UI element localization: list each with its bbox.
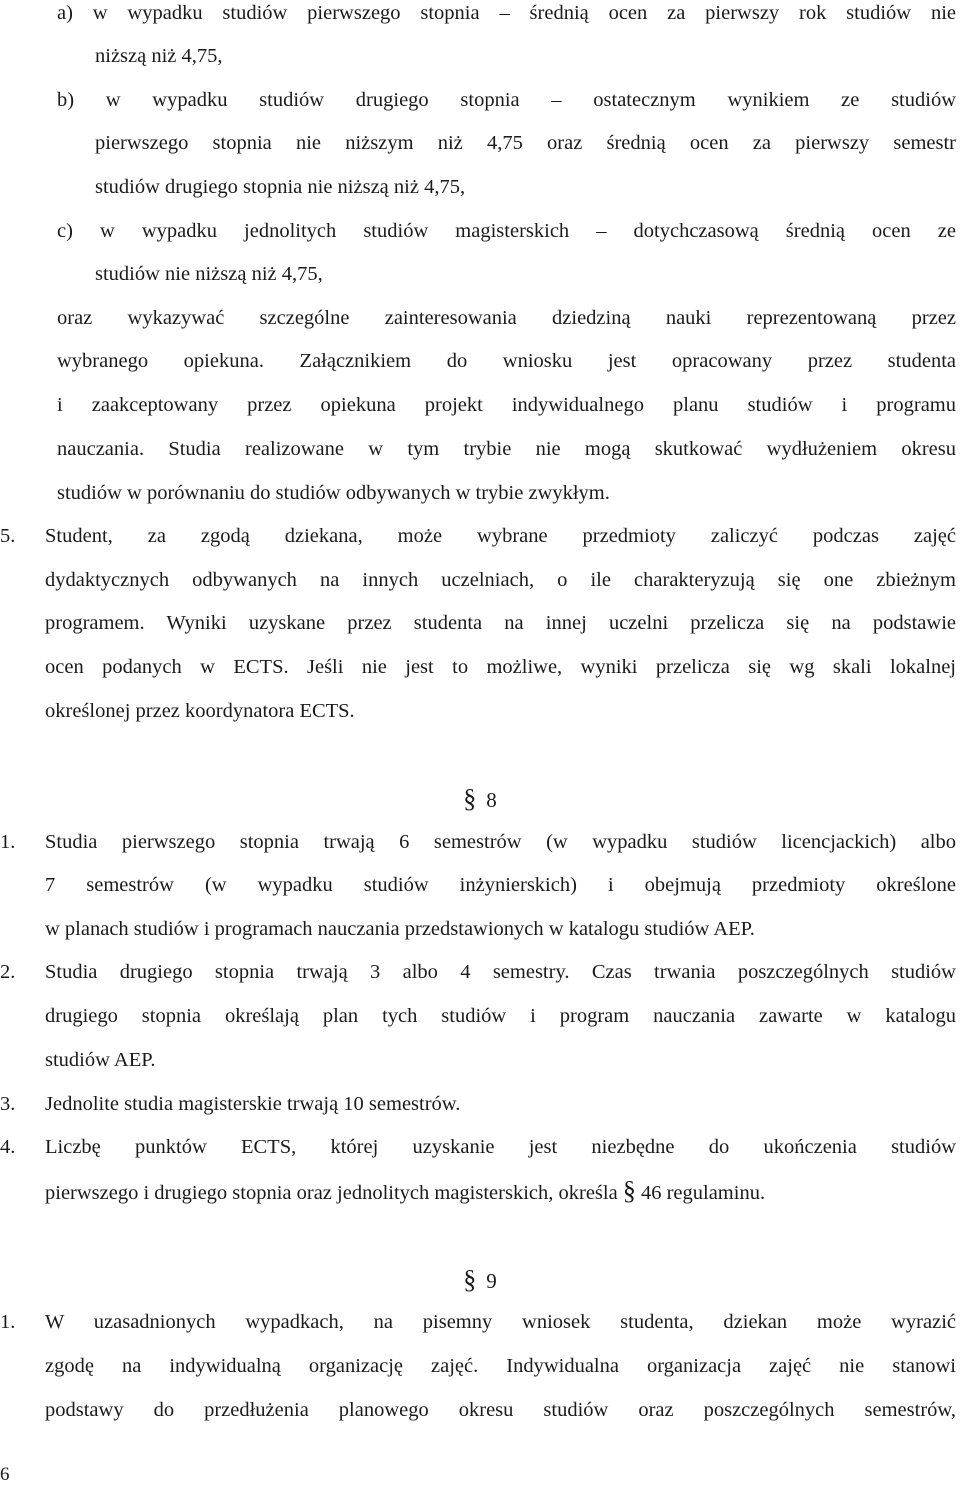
s8-item-2-line-1: Studia drugiego stopnia trwają 3 albo 4 semestry. Czas trwania poszczególnych studiów (45, 961, 956, 983)
continuation-line-5: studiów w porównaniu do studiów odbywanych w trybie zwykłym. (57, 482, 610, 504)
section-number: 9 (486, 1269, 497, 1293)
s8-item-4-number: 4. (0, 1136, 16, 1158)
s8-item-4-line-2-text: pierwszego i drugiego stopnia oraz jednolitych magisterskich, określa (45, 1182, 623, 1204)
section-number: 8 (486, 788, 497, 812)
item-a-line-2: niższą niż 4,75, (95, 45, 223, 67)
s8-item-3-number: 3. (0, 1093, 16, 1115)
item-5-number: 5. (0, 525, 16, 547)
item-a-line-1: a) w wypadku studiów pierwszego stopnia – średnią ocen za pierwszy rok studiów nie (57, 2, 956, 24)
section-symbol: § (463, 1265, 477, 1294)
s9-item-1-line-1: W uzasadnionych wypadkach, na pisemny wniosek studenta, dziekan może wyrazić (45, 1311, 956, 1333)
s9-item-1-line-3: podstawy do przedłużenia planowego okresu studiów oraz poszczególnych semestrów, (45, 1399, 956, 1421)
section-9-heading (0, 1265, 960, 1296)
s8-item-1-line-2: 7 semestrów (w wypadku studiów inżynierskich) i obejmują przedmioty określone (45, 874, 956, 896)
section-8-heading (0, 784, 960, 815)
s8-item-1-line-3: w planach studiów i programach nauczania przedstawionych w katalogu studiów AEP. (45, 918, 755, 940)
item-5-line-2: dydaktycznych odbywanych na innych uczelniach, o ile charakteryzują się one zbieżnym (45, 569, 956, 591)
s8-item-2-number: 2. (0, 961, 16, 983)
s9-item-1-number: 1. (0, 1311, 16, 1333)
s9-item-1-line-2: zgodę na indywidualną organizację zajęć. Indywidualna organizacja zajęć nie stanowi (45, 1355, 956, 1377)
item-b-line-3: studiów drugiego stopnia nie niższą niż 4,75, (95, 176, 466, 198)
continuation-line-2: wybranego opiekuna. Załącznikiem do wniosku jest opracowany przez studenta (57, 350, 956, 372)
item-b-line-2: pierwszego stopnia nie niższym niż 4,75 oraz średnią ocen za pierwszy semestr (95, 132, 956, 154)
item-c-line-2: studiów nie niższą niż 4,75, (95, 263, 323, 285)
item-c-line-1: c) w wypadku jednolitych studiów magisterskich – dotychczasową średnią ocen ze (57, 220, 956, 242)
item-5-line-3: programem. Wyniki uzyskane przez studenta na innej uczelni przelicza się na podstawie (45, 612, 956, 634)
continuation-line-3: i zaakceptowany przez opiekuna projekt indywidualnego planu studiów i programu (57, 394, 956, 416)
continuation-line-4: nauczania. Studia realizowane w tym trybie nie mogą skutkować wydłużeniem okresu (57, 438, 956, 460)
s8-item-1-number: 1. (0, 831, 16, 853)
item-5-line-4: ocen podanych w ECTS. Jeśli nie jest to możliwe, wyniki przelicza się wg skali lokalnej (45, 656, 956, 678)
s8-item-4-line-2-end: 46 regulaminu. (635, 1182, 766, 1204)
paragraph-symbol: § (622, 1176, 636, 1205)
s8-item-2-line-2: drugiego stopnia określają plan tych studiów i program nauczania zawarte w katalogu (45, 1005, 956, 1027)
s8-item-4-line-2 (45, 1178, 765, 1206)
s8-item-4-line-1: Liczbę punktów ECTS, której uzyskanie jest niezbędne do ukończenia studiów (45, 1136, 956, 1158)
page-number: 6 (0, 1464, 10, 1485)
continuation-line-1: oraz wykazywać szczególne zainteresowania dziedziną nauki reprezentowaną przez (57, 307, 956, 329)
item-b-line-1: b) w wypadku studiów drugiego stopnia – ostatecznym wynikiem ze studiów (57, 89, 956, 111)
s8-item-2-line-3: studiów AEP. (45, 1049, 156, 1071)
s8-item-3-line-1: Jednolite studia magisterskie trwają 10 semestrów. (45, 1093, 461, 1115)
section-symbol: § (463, 784, 477, 813)
s8-item-1-line-1: Studia pierwszego stopnia trwają 6 semestrów (w wypadku studiów licencjackich) albo (45, 831, 956, 853)
item-5-line-1: Student, za zgodą dziekana, może wybrane przedmioty zaliczyć podczas zajęć (45, 525, 956, 547)
item-5-line-5: określonej przez koordynatora ECTS. (45, 700, 355, 722)
